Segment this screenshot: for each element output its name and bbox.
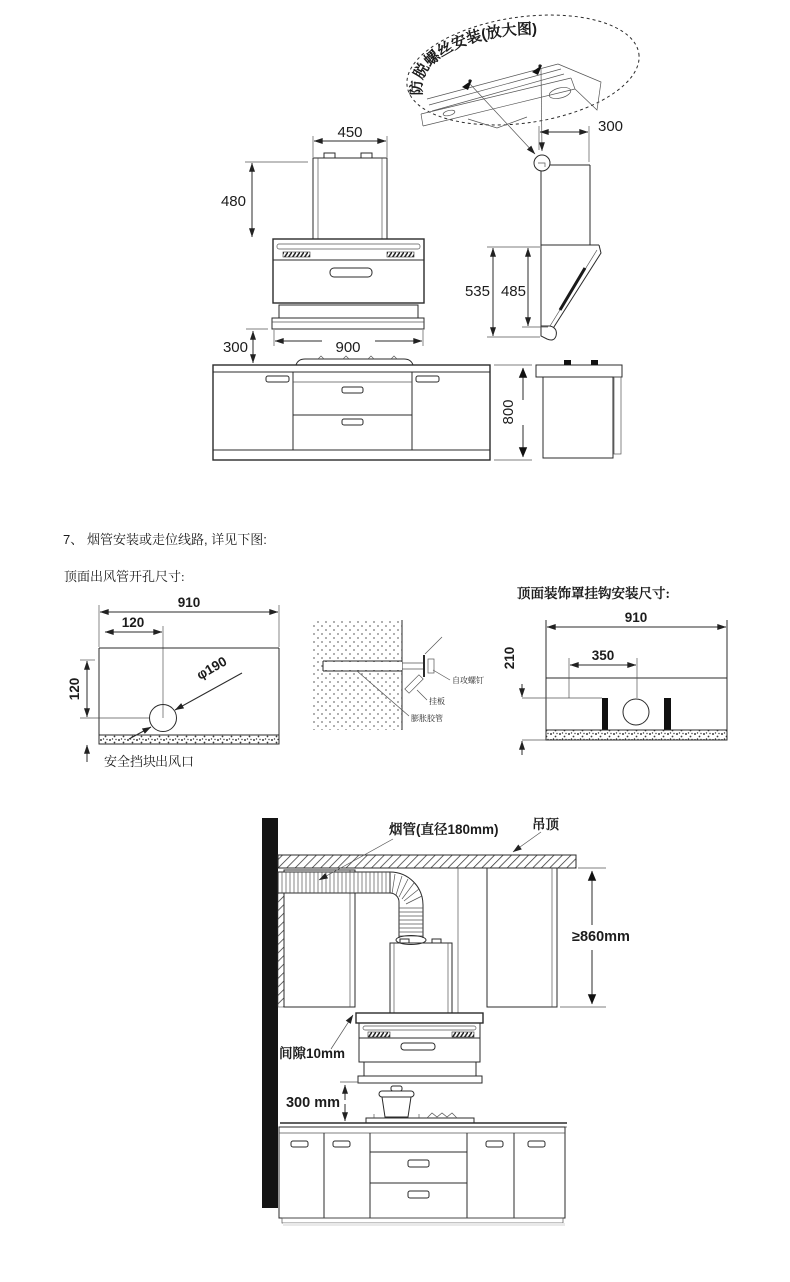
dim-offset-left: 120 — [121, 615, 145, 630]
dim-side-depth: 300 — [598, 118, 624, 135]
callout-title: 防脱螺丝安装(放大图) — [408, 20, 538, 96]
dim-hook-spacing: 350 — [591, 648, 615, 663]
dim-hook-height: 210 — [502, 646, 517, 670]
hook-mount-title: 顶面装饰罩挂钩安装尺寸: — [517, 586, 670, 601]
dim-offset-top: 120 — [67, 677, 82, 701]
pot-on-stove — [379, 1086, 414, 1117]
base-cabinet — [279, 1123, 567, 1226]
enlarged-detail-drawing — [421, 64, 601, 128]
label-gap: 间隙10mm — [279, 1046, 346, 1061]
label-duct: 烟管(直径180mm) — [389, 822, 499, 837]
hood-front-view — [221, 124, 424, 363]
flexible-duct — [278, 872, 426, 945]
cooktop — [366, 1113, 474, 1123]
section-title: 烟管安装或走位线路, 详见下图: — [87, 532, 267, 547]
cabinet-front-view — [213, 356, 532, 460]
callout-leader-2 — [541, 69, 542, 151]
vent-hole-title: 顶面出风管开孔尺寸: — [64, 569, 185, 584]
dim-opening-width: 910 — [177, 595, 201, 610]
hood-side-view — [465, 118, 623, 340]
dim-chimney-height: 480 — [220, 193, 246, 210]
dim-hook-width: 910 — [624, 610, 648, 625]
dim-hole-diameter: φ190 — [194, 653, 230, 683]
label-hanging-plate: 挂板 — [429, 697, 445, 706]
cabinet-side-view — [536, 360, 622, 458]
vent-hole-diagram — [67, 595, 279, 769]
section7-heading — [63, 532, 267, 584]
section-number: 7、 — [63, 532, 84, 547]
label-outlet: 出风口 — [155, 754, 195, 769]
label-safety-block: 安全挡块 — [104, 754, 157, 769]
dim-cabinet-height: 800 — [500, 399, 517, 425]
dim-hood-to-counter: 300 — [222, 339, 248, 356]
dim-min-cabinet-height: ≥860mm — [572, 929, 630, 945]
ceiling-strip — [278, 855, 576, 868]
svg-text:防脱螺丝安装(放大图) — [408, 20, 538, 96]
label-expansion-tube: 膨胀胶管 — [411, 714, 443, 723]
label-self-tapping-screw: 自攻螺钉 — [452, 676, 484, 685]
dim-hood-clearance: 300 mm — [285, 1095, 340, 1111]
wall-bar — [262, 818, 278, 1208]
hook-mount-diagram — [502, 585, 727, 755]
dim-hood-width: 900 — [335, 339, 361, 356]
dim-side-overall-height: 535 — [464, 283, 490, 300]
duct-route-diagram — [262, 816, 630, 1226]
wall-cabinet-right — [487, 868, 557, 1007]
dim-chimney-width: 450 — [337, 124, 363, 141]
label-ceiling: 吊顶 — [532, 817, 559, 832]
wall-mount-diagram — [313, 620, 484, 730]
dim-side-body-height: 485 — [500, 283, 526, 300]
hood-in-route-view — [356, 939, 483, 1083]
